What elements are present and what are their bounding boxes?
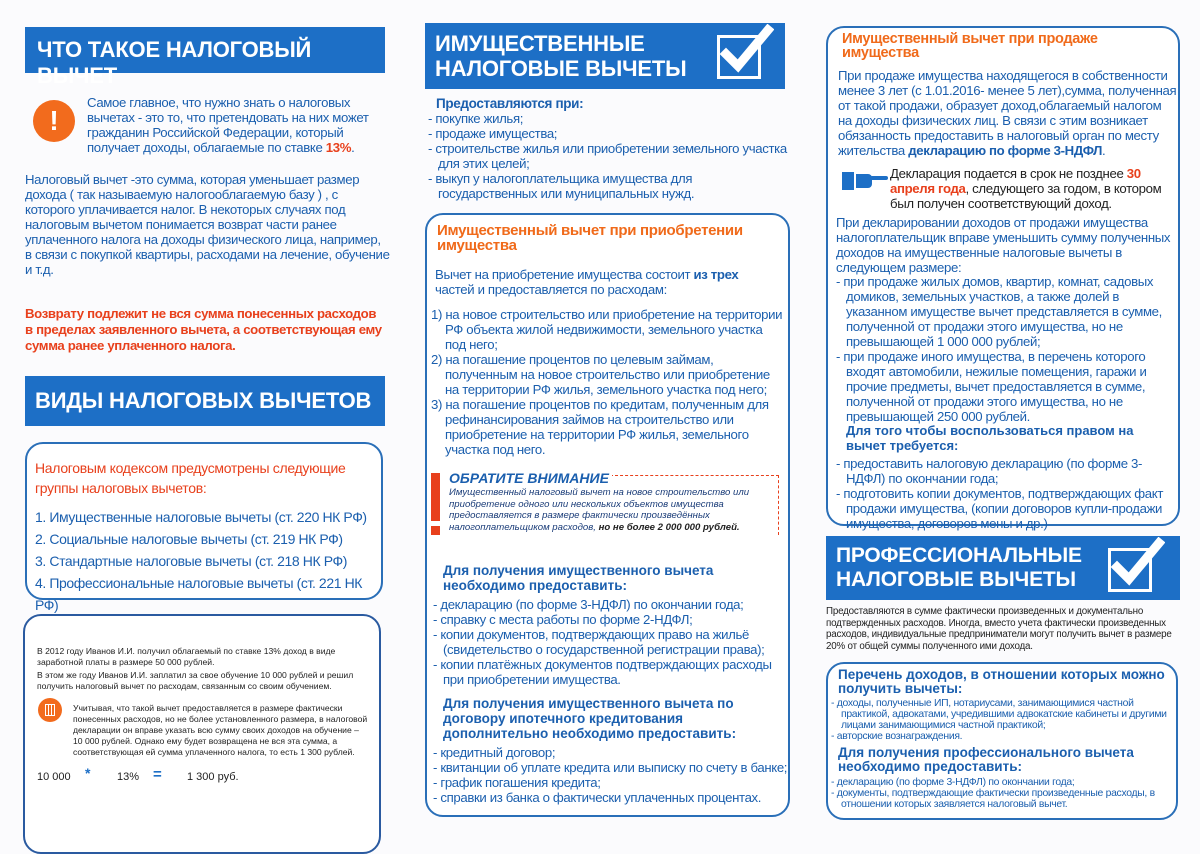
provided-item: - строительстве жилья или приобретении земельного участка для этих целей;: [428, 141, 787, 171]
mortgage-title: Для получения имущественного вычета по договору ипотечного кредитования дополнительно необходимо предоставить:: [443, 696, 737, 741]
doc-item: - справку с места работы по форме 2-НДФЛ;: [433, 612, 693, 627]
calculator-icon: [38, 698, 62, 722]
income-item: - доходы, полученные ИП, нотариусами, занимающимися частной практикой, адвокатами, учредившими адвокатские кабинеты и другими лицами занимающимися частной практикой;: [831, 698, 1167, 731]
example-box: [23, 614, 381, 854]
mortgage-doc-item: - кредитный договор;: [433, 745, 556, 760]
banner-deduction-types: ВИДЫ НАЛОГОВЫХ ВЫЧЕТОВ: [25, 376, 385, 426]
formula-b: 13%: [117, 771, 140, 783]
doc-item: - копии платёжных документов подтверждающих расходы при приобретении имущества.: [433, 657, 772, 687]
attention-exclamation-icon: [431, 473, 440, 535]
purchase-box: [425, 213, 790, 817]
deadline-text: Декларация подается в срок не позднее 30 апреля года, следующего за годом, в котором был получен соответствующий доход.: [890, 166, 1162, 211]
provided-item: - выкуп у налогоплательщика имущества для государственных или муниципальных нужд.: [428, 171, 695, 201]
type-item: 4. Профессиональные налоговые вычеты (ст. 221 НК РФ): [35, 575, 363, 613]
purchase-title: Имущественный вычет при приобретении имущества: [437, 222, 743, 254]
formula-operator: *: [85, 765, 91, 781]
purchase-item: 2) на погашение процентов по целевым займам, полученным на новое строительство или приобретение на территории РФ жилья, земельного участка под него;: [431, 352, 770, 397]
formula-a: 10 000: [37, 771, 71, 783]
attention-text: Имущественный налоговый вычет на новое строительство или приобретение одного или нескольких объектов имущества предоставляется в размере фактически произведённых налогоплательщиком расходов, но не более 2 000 000 рублей.: [449, 487, 750, 533]
banner-professional-deductions: [826, 536, 1180, 600]
intro-text: Самое главное, что нужно знать о налоговых вычетах - это то, что претендовать на них может гражданин Российской Федерации, который получает доходы, облагаемые по ставке 13%.: [87, 95, 369, 155]
provided-item: - покупке жилья;: [428, 111, 524, 126]
deduction-types-box: [25, 442, 383, 613]
doc-item: - декларацию (по форме 3-НДФЛ) по окончании года;: [433, 597, 744, 612]
declare-item: - при продаже жилых домов, квартир, комнат, садовых домиков, земельных участков, а также долей в указанном имуществе вычет представляется в сумме, полученной от продажи этого имущества, но не превышающей 1 000 000 рублей;: [836, 274, 1162, 349]
example-p2: В этом же году Иванов И.И. заплатил за свое обучение 10 000 рублей и решил получить налоговый вычет по расходам, связанным со своим обучением.: [37, 670, 354, 691]
banner-line: НАЛОГОВЫЕ ВЫЧЕТЫ: [435, 56, 687, 81]
example-p1: В 2012 году Иванов И.И. получил облагаемый по ставке 13% доход в виде заработной платы в размере 50 000 рублей.: [37, 646, 336, 667]
right-item: - предоставить налоговую декларацию (по форме 3-НДФЛ) по окончании года;: [836, 456, 1143, 486]
refund-warning: Возврату подлежит не вся сумма понесенных расходов в пределах заявленного вычета, а соответствующая ему сумма ранее уплаченного налога.: [25, 306, 382, 353]
declare-item: - при продаже иного имущества, в перечень которого входят автомобили, нежилые помещения, гаражи и прочие предметы, вычет предоставляется в сумме, полученной от продажи этого имущества, но не превышающей 250 000 рублей.: [836, 349, 1147, 424]
mortgage-doc-item: - квитанции об уплате кредита или выписку по счету в банке;: [433, 760, 788, 775]
prof-docs-title: Для получения профессионального вычета необходимо предоставить:: [838, 745, 1134, 774]
banner-what-is-deduction: ЧТО ТАКОЕ НАЛОГОВЫЙ ВЫЧЕТ: [25, 27, 385, 73]
professional-text: Предоставляются в сумме фактически произведенных и документально подтвержденных расходов. Иногда, вместо учета фактически произведенных расходов, индивидуальные предприниматели могут получить вычет в размере 20% от общей суммы полученного ими дохода.: [826, 606, 1172, 652]
income-title: Перечень доходов, в отношении которых можно получить вычеты:: [838, 667, 1165, 696]
banner-property-deductions: [425, 23, 785, 89]
mortgage-doc-item: - график погашения кредита;: [433, 775, 601, 790]
sale-box: [826, 26, 1180, 531]
banner-line: НАЛОГОВЫЕ ВЫЧЕТЫ: [836, 568, 1076, 591]
provided-title: Предоставляются при:: [436, 96, 584, 111]
definition-text: Налоговый вычет -это сумма, которая уменьшает размер дохода ( так называемую налогооблагаемую базу ) , с которого уплачивается налог. В некоторых случаях под налоговым вычетом понимается возврат части ранее уплаченного налога на доходы физического лица, например, в связи с покупкой квартиры, расходами на лечение, обучение и т.д.: [25, 172, 390, 277]
income-box: [826, 662, 1178, 820]
type-item: 2. Социальные налоговые вычеты (ст. 219 НК РФ): [35, 531, 343, 547]
banner-line: ПРОФЕССИОНАЛЬНЫЕ: [836, 544, 1082, 567]
sale-text: При продаже имущества находящегося в собственности менее 3 лет (с 1.01.2016- менее 5 лет),сумма, полученная от такой продажи, образует доход,облагаемый налогом на доходы физических лиц. В связи с этим возникает обязанность предоставить в налоговый орган по месту жительства декларацию по форме 3-НДФЛ.: [838, 68, 1177, 158]
doc-item: - копии документов, подтверждающих право на жильё (свидетельство о государственной регистрации права);: [433, 627, 765, 657]
attention-title: ОБРАТИТЕ ВНИМАНИЕ: [449, 470, 612, 486]
purchase-item: 3) на погашение процентов по кредитам, полученным для рефинансирования займов на строительство или приобретение на территории РФ жилья, земельного участка под него.: [431, 397, 769, 457]
declare-text: При декларировании доходов от продажи имущества налогоплательщик вправе уменьшить сумму полученных доходов на имущественные налоговые вычеты в следующем размере:: [836, 215, 1171, 275]
example-p3: Учитывая, что такой вычет предоставляется в размере фактически понесенных расходов, но не более установленного размера, в налоговой декларации он вправе указать всю сумму своих доходов на обучение – 10 000 рублей. Однако ему будет возвращена не вся эта сумма, а соответствующая ей сумма уплаченного налога, то есть 1 300 рублей.: [73, 703, 368, 757]
type-item: 1. Имущественные налоговые вычеты (ст. 220 НК РФ): [35, 509, 367, 525]
type-item: 3. Стандартные налоговые вычеты (ст. 218 НК РФ): [35, 553, 348, 569]
mortgage-doc-item: - справки из банка о фактически уплаченных процентах.: [433, 790, 762, 805]
prof-doc-item: - документы, подтверждающие фактически произведенные расходы, в отношении которых заявляется налоговый вычет.: [831, 788, 1155, 810]
income-item: - авторские вознаграждения.: [831, 731, 963, 742]
provided-item: - продаже имущества;: [428, 126, 558, 141]
checkmark-icon: [717, 35, 761, 79]
banner-line: ИМУЩЕСТВЕННЫЕ: [435, 31, 645, 56]
right-item: - подготовить копии документов, подтверждающих факт продажи имущества, (копии договоров купли-продажи имущества, договоров мены и др.): [836, 486, 1164, 531]
sale-title: Имущественный вычет при продаже имущества: [842, 31, 1098, 61]
pointing-hand-icon: [842, 172, 888, 190]
formula-result: 1 300 руб.: [187, 771, 239, 783]
formula-equals: =: [153, 766, 162, 783]
types-intro: Налоговым кодексом предусмотрены следующие группы налоговых вычетов:: [35, 460, 346, 496]
docs-title: Для получения имущественного вычета необходимо предоставить:: [443, 563, 714, 593]
prof-doc-item: - декларацию (по форме 3-НДФЛ) по окончании года;: [831, 777, 1075, 788]
purchase-intro: Вычет на приобретение имущества состоит из трех частей и предоставляется по расходам:: [435, 267, 739, 297]
right-title: Для того чтобы воспользоваться правом на вычет требуется:: [846, 423, 1134, 453]
exclamation-icon: !: [33, 100, 75, 142]
purchase-item: 1) на новое строительство или приобретение на территории РФ объекта жилой недвижимости, земельного участка под него;: [431, 307, 783, 352]
checkmark-icon: [1108, 548, 1152, 592]
provided-section: [428, 96, 788, 201]
